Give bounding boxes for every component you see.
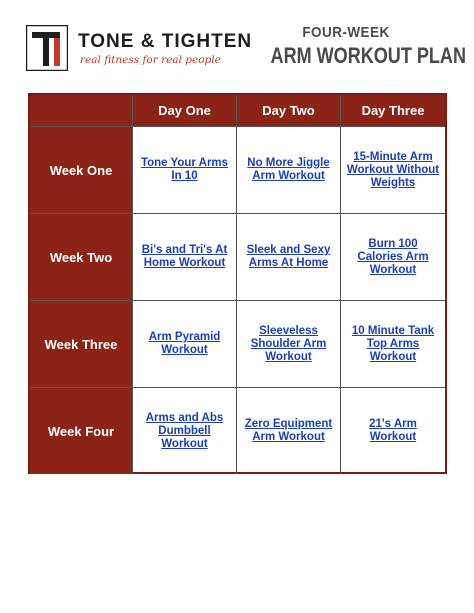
workout-link[interactable]: Tone Your Arms In 10 bbox=[140, 157, 229, 182]
tone-tighten-logo-icon bbox=[26, 25, 68, 71]
header bbox=[0, 0, 474, 90]
table-cell bbox=[237, 301, 341, 388]
workout-link[interactable]: 21's Arm Workout bbox=[369, 418, 417, 443]
workout-link[interactable]: Zero Equipment Arm Workout bbox=[244, 418, 333, 443]
column-header-day-two: Day Two bbox=[237, 95, 341, 127]
table-cell bbox=[341, 388, 445, 474]
table-cell bbox=[341, 127, 445, 214]
workout-link[interactable]: Sleek and Sexy Arms At Home bbox=[246, 244, 331, 269]
brand-name: TONE & TIGHTEN bbox=[78, 31, 253, 52]
brand-tagline: real fitness for real people bbox=[80, 54, 221, 66]
table-cell bbox=[133, 214, 237, 301]
row-header-week-one: Week One bbox=[30, 127, 133, 214]
workout-link[interactable]: Bi's and Tri's At Home Workout bbox=[141, 244, 228, 269]
table-cell bbox=[237, 214, 341, 301]
table-cell bbox=[133, 301, 237, 388]
column-header-day-one: Day One bbox=[133, 95, 237, 127]
workout-link[interactable]: Sleeveless Shoulder Arm Workout bbox=[250, 324, 327, 363]
workout-link[interactable]: 10 Minute Tank Top Arms Workout bbox=[351, 324, 435, 363]
table-cell bbox=[133, 388, 237, 474]
table-cell bbox=[133, 127, 237, 214]
row-header-week-three: Week Three bbox=[30, 301, 133, 388]
row-header-week-four: Week Four bbox=[30, 388, 133, 474]
table-cell bbox=[237, 127, 341, 214]
plan-title-top: FOUR-WEEK bbox=[302, 24, 390, 41]
table-cell bbox=[237, 388, 341, 474]
column-header-day-three: Day Three bbox=[341, 95, 445, 127]
workout-link[interactable]: Burn 100 Calories Arm Workout bbox=[357, 237, 429, 276]
table-cell bbox=[341, 301, 445, 388]
workout-table bbox=[28, 93, 447, 474]
workout-link[interactable]: No More Jiggle Arm Workout bbox=[247, 157, 330, 182]
table-corner bbox=[30, 95, 133, 127]
workout-link[interactable]: Arms and Abs Dumbbell Workout bbox=[145, 411, 224, 450]
workout-link[interactable]: 15-Minute Arm Workout Without Weights bbox=[346, 150, 440, 189]
workout-link[interactable]: Arm Pyramid Workout bbox=[148, 331, 221, 356]
plan-title: ARM WORKOUT PLAN bbox=[270, 43, 466, 68]
table-cell bbox=[341, 214, 445, 301]
row-header-week-two: Week Two bbox=[30, 214, 133, 301]
